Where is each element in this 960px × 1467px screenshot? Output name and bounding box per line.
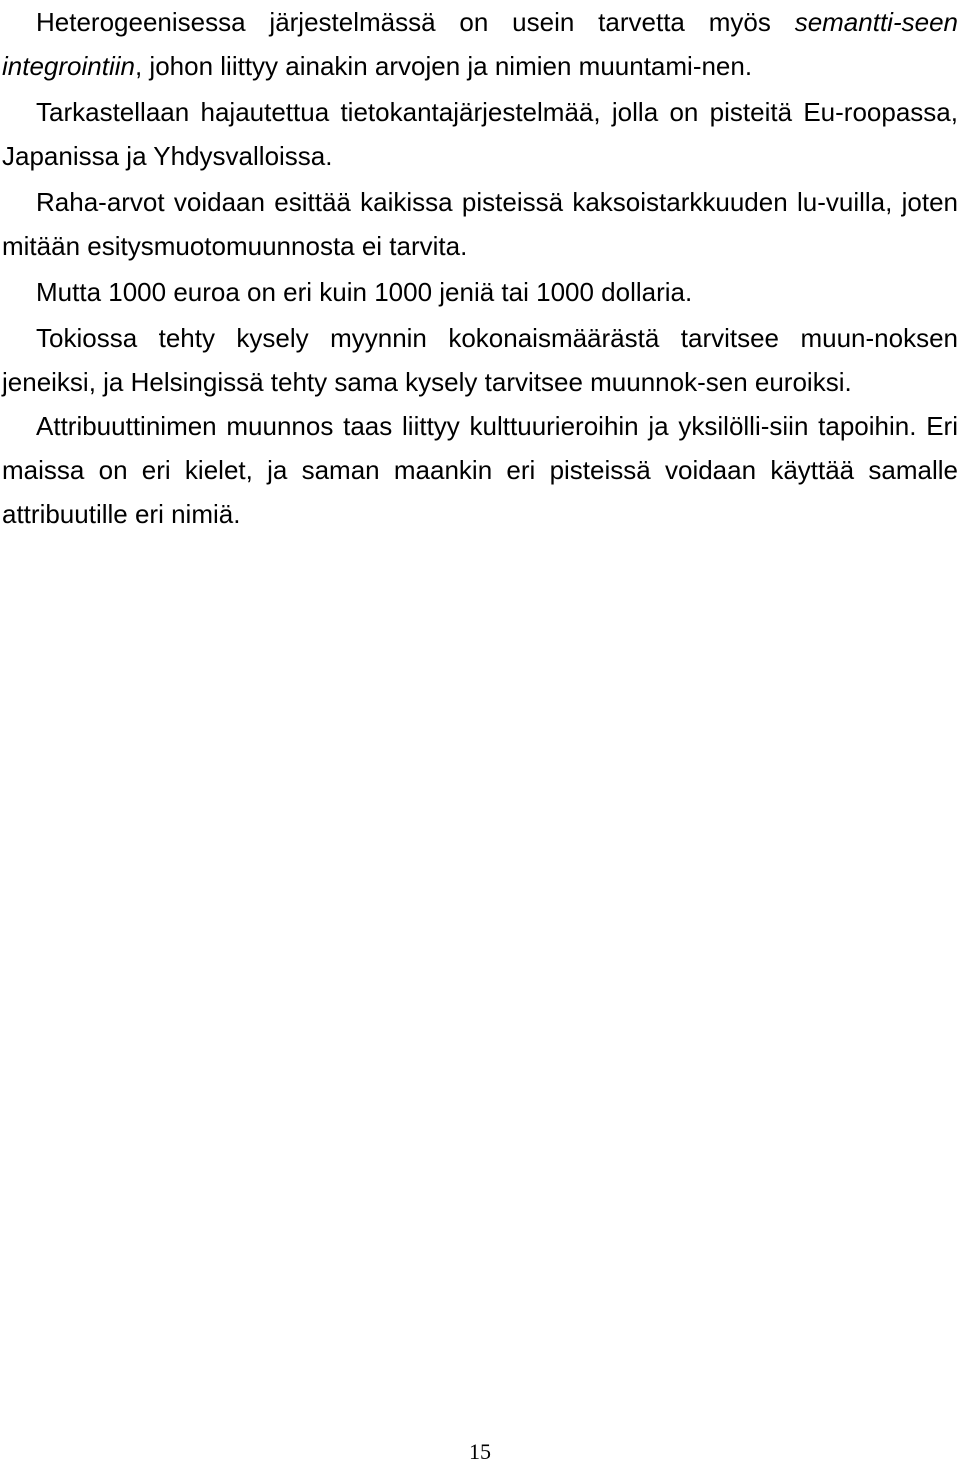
paragraph-text: Tarkastellaan hajautettua tietokantajärjestelmää, jolla on pisteitä Eu-roopassa, Japanissa ja Yhdysvalloissa. [2,97,958,171]
paragraph-query-conversion [2,316,958,404]
paragraph-attribute-names [2,404,958,536]
body-text [2,0,958,542]
paragraph-text: Mutta 1000 euroa on eri kuin 1000 jeniä tai 1000 dollaria. [36,277,693,307]
paragraph-text: Raha-arvot voidaan esittää kaikissa pisteissä kaksoistarkkuuden lu-vuilla, joten mitään esitysmuotomuunnosta ei tarvita. [2,187,958,261]
paragraph-currency-difference [2,270,958,314]
paragraph-distributed-database [2,90,958,178]
emphasized-term: semantti-seen integrointiin [2,7,958,81]
paragraph-money-values [2,180,958,268]
paragraph-text: , johon liittyy ainakin arvojen ja nimien muuntami-nen. [134,51,753,81]
paragraph-text: Tokiossa tehty kysely myynnin kokonaismäärästä tarvitsee muun-noksen jeneiksi, ja Helsingissä tehty sama kysely tarvitsee muunnok-sen euroiksi. [2,323,958,397]
page-number: 15 [469,1439,491,1464]
paragraph-text: Heterogeenisessa järjestelmässä on usein tarvetta myös [36,7,795,37]
paragraph-text: Attribuuttinimen muunnos taas liittyy kulttuurieroihin ja yksilölli-siin tapoihin. Eri maissa on eri kielet, ja saman maankin eri pisteissä voidaan käyttää samalle attribuutille eri nimiä. [2,411,958,529]
paragraph-semantic-integration [2,0,958,88]
